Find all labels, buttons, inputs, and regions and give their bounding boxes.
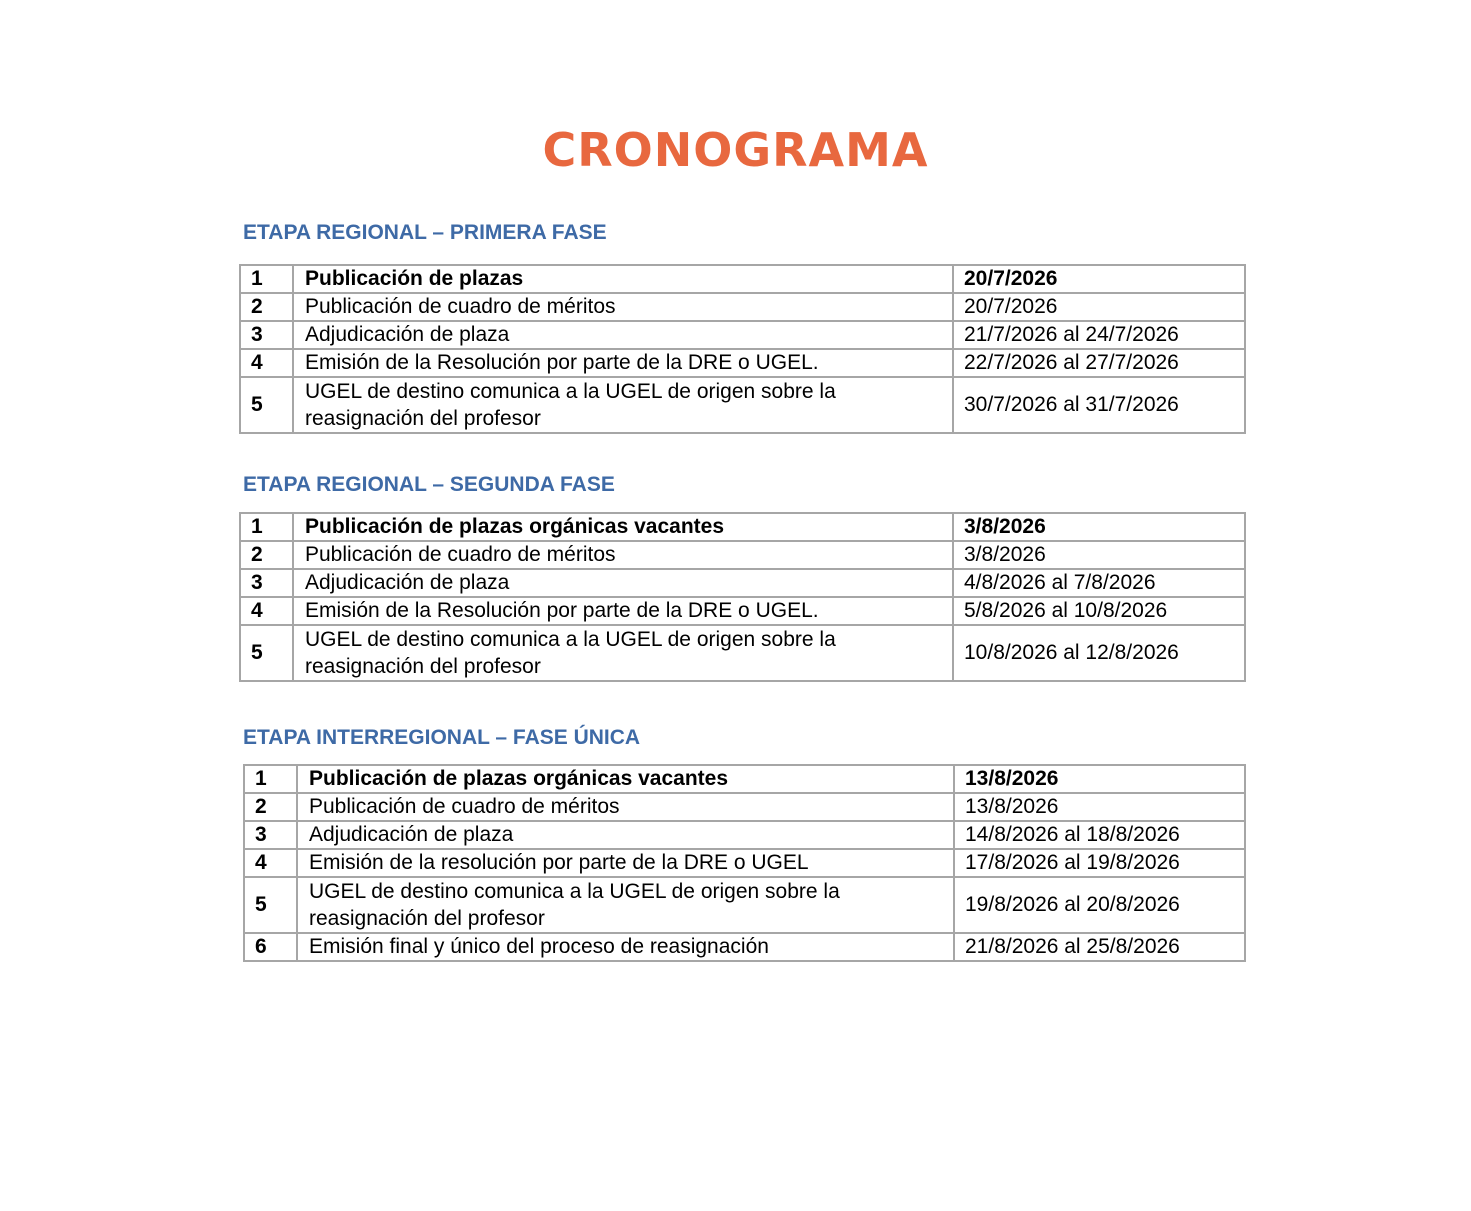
row-number: 2: [240, 293, 293, 321]
activity-cell: Emisión final y único del proceso de reasignación: [297, 933, 954, 961]
table-row: [240, 597, 1245, 625]
row-number: 1: [240, 513, 293, 541]
activity-cell: Adjudicación de plaza: [293, 569, 953, 597]
table-row: [244, 793, 1245, 821]
date-cell: 3/8/2026: [953, 541, 1245, 569]
row-number: 3: [244, 821, 297, 849]
row-number: 5: [244, 877, 297, 933]
row-number: 5: [240, 625, 293, 681]
row-number: 4: [240, 597, 293, 625]
row-number: 4: [240, 349, 293, 377]
table-row: [244, 765, 1245, 793]
table-row: [240, 513, 1245, 541]
activity-cell: Publicación de cuadro de méritos: [297, 793, 954, 821]
date-cell: 20/7/2026: [953, 293, 1245, 321]
table-row: [240, 321, 1245, 349]
table-row: [240, 349, 1245, 377]
schedule-table-primera-fase: [239, 264, 1246, 434]
table-row: [244, 933, 1245, 961]
schedule-table-fase-unica: [243, 764, 1246, 962]
row-number: 3: [240, 569, 293, 597]
date-cell: 10/8/2026 al 12/8/2026: [953, 625, 1245, 681]
table-row: [244, 877, 1245, 933]
section-heading-primera-fase: ETAPA REGIONAL – PRIMERA FASE: [243, 221, 607, 244]
activity-cell: Publicación de cuadro de méritos: [293, 293, 953, 321]
table-row: [240, 625, 1245, 681]
date-cell: 4/8/2026 al 7/8/2026: [953, 569, 1245, 597]
date-cell: 21/8/2026 al 25/8/2026: [954, 933, 1245, 961]
row-number: 2: [240, 541, 293, 569]
activity-cell: UGEL de destino comunica a la UGEL de origen sobre la reasignación del profesor: [293, 377, 953, 433]
table-row: [240, 293, 1245, 321]
activity-cell: Publicación de plazas orgánicas vacantes: [297, 765, 954, 793]
activity-cell: Publicación de cuadro de méritos: [293, 541, 953, 569]
row-number: 5: [240, 377, 293, 433]
table-row: [240, 377, 1245, 433]
date-cell: 21/7/2026 al 24/7/2026: [953, 321, 1245, 349]
activity-cell: Emisión de la Resolución por parte de la DRE o UGEL.: [293, 597, 953, 625]
date-cell: 30/7/2026 al 31/7/2026: [953, 377, 1245, 433]
table-row: [244, 821, 1245, 849]
activity-cell: UGEL de destino comunica a la UGEL de origen sobre la reasignación del profesor: [293, 625, 953, 681]
activity-cell: Emisión de la Resolución por parte de la DRE o UGEL.: [293, 349, 953, 377]
date-cell: 14/8/2026 al 18/8/2026: [954, 821, 1245, 849]
row-number: 4: [244, 849, 297, 877]
date-cell: 3/8/2026: [953, 513, 1245, 541]
activity-cell: Adjudicación de plaza: [293, 321, 953, 349]
section-heading-fase-unica: ETAPA INTERREGIONAL – FASE ÚNICA: [243, 726, 641, 749]
date-cell: 22/7/2026 al 27/7/2026: [953, 349, 1245, 377]
activity-cell: UGEL de destino comunica a la UGEL de origen sobre la reasignación del profesor: [297, 877, 954, 933]
date-cell: 13/8/2026: [954, 793, 1245, 821]
row-number: 2: [244, 793, 297, 821]
date-cell: 19/8/2026 al 20/8/2026: [954, 877, 1245, 933]
activity-cell: Publicación de plazas: [293, 265, 953, 293]
page-title: CRONOGRAMA: [542, 123, 929, 177]
date-cell: 5/8/2026 al 10/8/2026: [953, 597, 1245, 625]
row-number: 6: [244, 933, 297, 961]
table-row: [240, 541, 1245, 569]
activity-cell: Publicación de plazas orgánicas vacantes: [293, 513, 953, 541]
row-number: 1: [244, 765, 297, 793]
table-row: [240, 569, 1245, 597]
date-cell: 17/8/2026 al 19/8/2026: [954, 849, 1245, 877]
row-number: 3: [240, 321, 293, 349]
table-row: [240, 265, 1245, 293]
activity-cell: Emisión de la resolución por parte de la DRE o UGEL: [297, 849, 954, 877]
row-number: 1: [240, 265, 293, 293]
schedule-table-segunda-fase: [239, 512, 1246, 682]
date-cell: 20/7/2026: [953, 265, 1245, 293]
section-heading-segunda-fase: ETAPA REGIONAL – SEGUNDA FASE: [243, 473, 615, 496]
date-cell: 13/8/2026: [954, 765, 1245, 793]
table-row: [244, 849, 1245, 877]
activity-cell: Adjudicación de plaza: [297, 821, 954, 849]
